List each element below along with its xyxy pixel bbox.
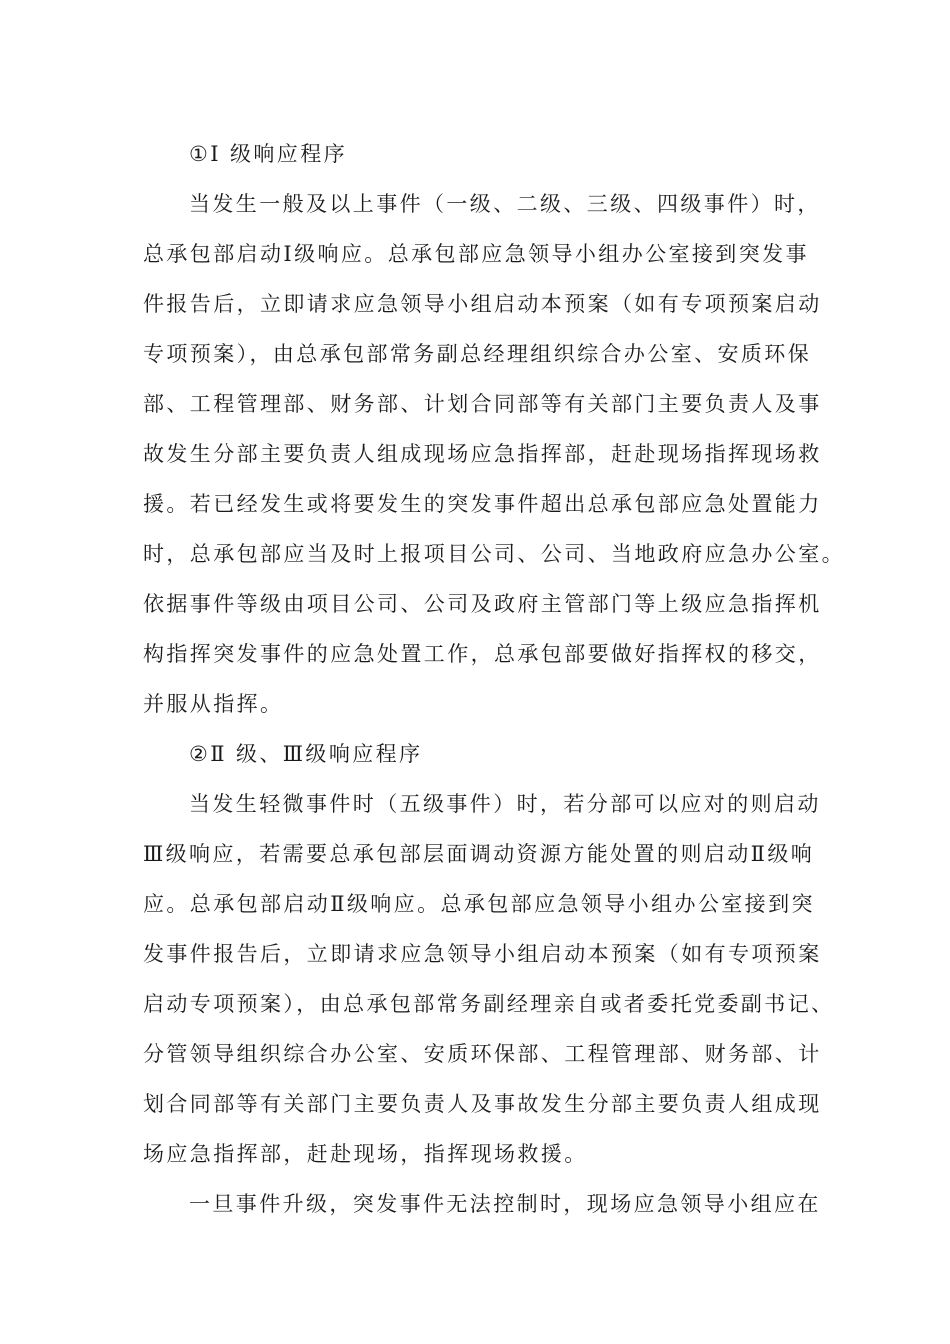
paragraph-line: 总承包部启动Ⅰ级响应。总承包部应急领导小组办公室接到突发事 (143, 242, 809, 266)
paragraph-line: 启动专项预案），由总承包部常务副经理亲自或者委托党委副书记、 (143, 992, 835, 1016)
paragraph-line: 应。总承包部启动Ⅱ级响应。总承包部应急领导小组办公室接到突 (143, 892, 815, 916)
paragraph-line: 时，总承包部应当及时上报项目公司、公司、当地政府应急办公室。 (143, 542, 845, 566)
paragraph-line: 援。若已经发生或将要发生的突发事件超出总承包部应急处置能力 (143, 492, 822, 516)
paragraph-line: 一旦事件升级，突发事件无法控制时，现场应急领导小组应在 (189, 1192, 821, 1216)
paragraph-line: 构指挥突发事件的应急处置工作，总承包部要做好指挥权的移交， (143, 642, 822, 666)
section-heading-level-1: ①I 级响应程序 (189, 142, 347, 166)
paragraph-line: 专项预案），由总承包部常务副总经理组织综合办公室、安质环保 (143, 342, 812, 366)
paragraph-line: Ⅲ级响应，若需要总承包部层面调动资源方能处置的则启动Ⅱ级响 (143, 842, 815, 866)
document-body (143, 136, 845, 1236)
paragraph-line: 故发生分部主要负责人组成现场应急指挥部，赶赴现场指挥现场救 (143, 442, 822, 466)
paragraph-line: 划合同部等有关部门主要负责人及事故发生分部主要负责人组成现 (143, 1092, 822, 1116)
paragraph-line: 依据事件等级由项目公司、公司及政府主管部门等上级应急指挥机 (143, 592, 822, 616)
paragraph-line: 件报告后，立即请求应急领导小组启动本预案（如有专项预案启动 (143, 292, 822, 316)
paragraph-line: 分管领导组织综合办公室、安质环保部、工程管理部、财务部、计 (143, 1042, 822, 1066)
paragraph-line: 当发生轻微事件时（五级事件）时，若分部可以应对的则启动 (189, 792, 821, 816)
paragraph-line: 当发生一般及以上事件（一级、二级、三级、四级事件）时， (189, 192, 821, 216)
section-heading-level-2-3: ②Ⅱ 级、Ⅲ级响应程序 (189, 742, 423, 766)
paragraph-line: 并服从指挥。 (143, 692, 284, 716)
paragraph-line: 部、工程管理部、财务部、计划合同部等有关部门主要负责人及事 (143, 392, 822, 416)
paragraph-line: 场应急指挥部，赶赴现场，指挥现场救援。 (143, 1142, 588, 1166)
paragraph-line: 发事件报告后，立即请求应急领导小组启动本预案（如有专项预案 (143, 942, 822, 966)
